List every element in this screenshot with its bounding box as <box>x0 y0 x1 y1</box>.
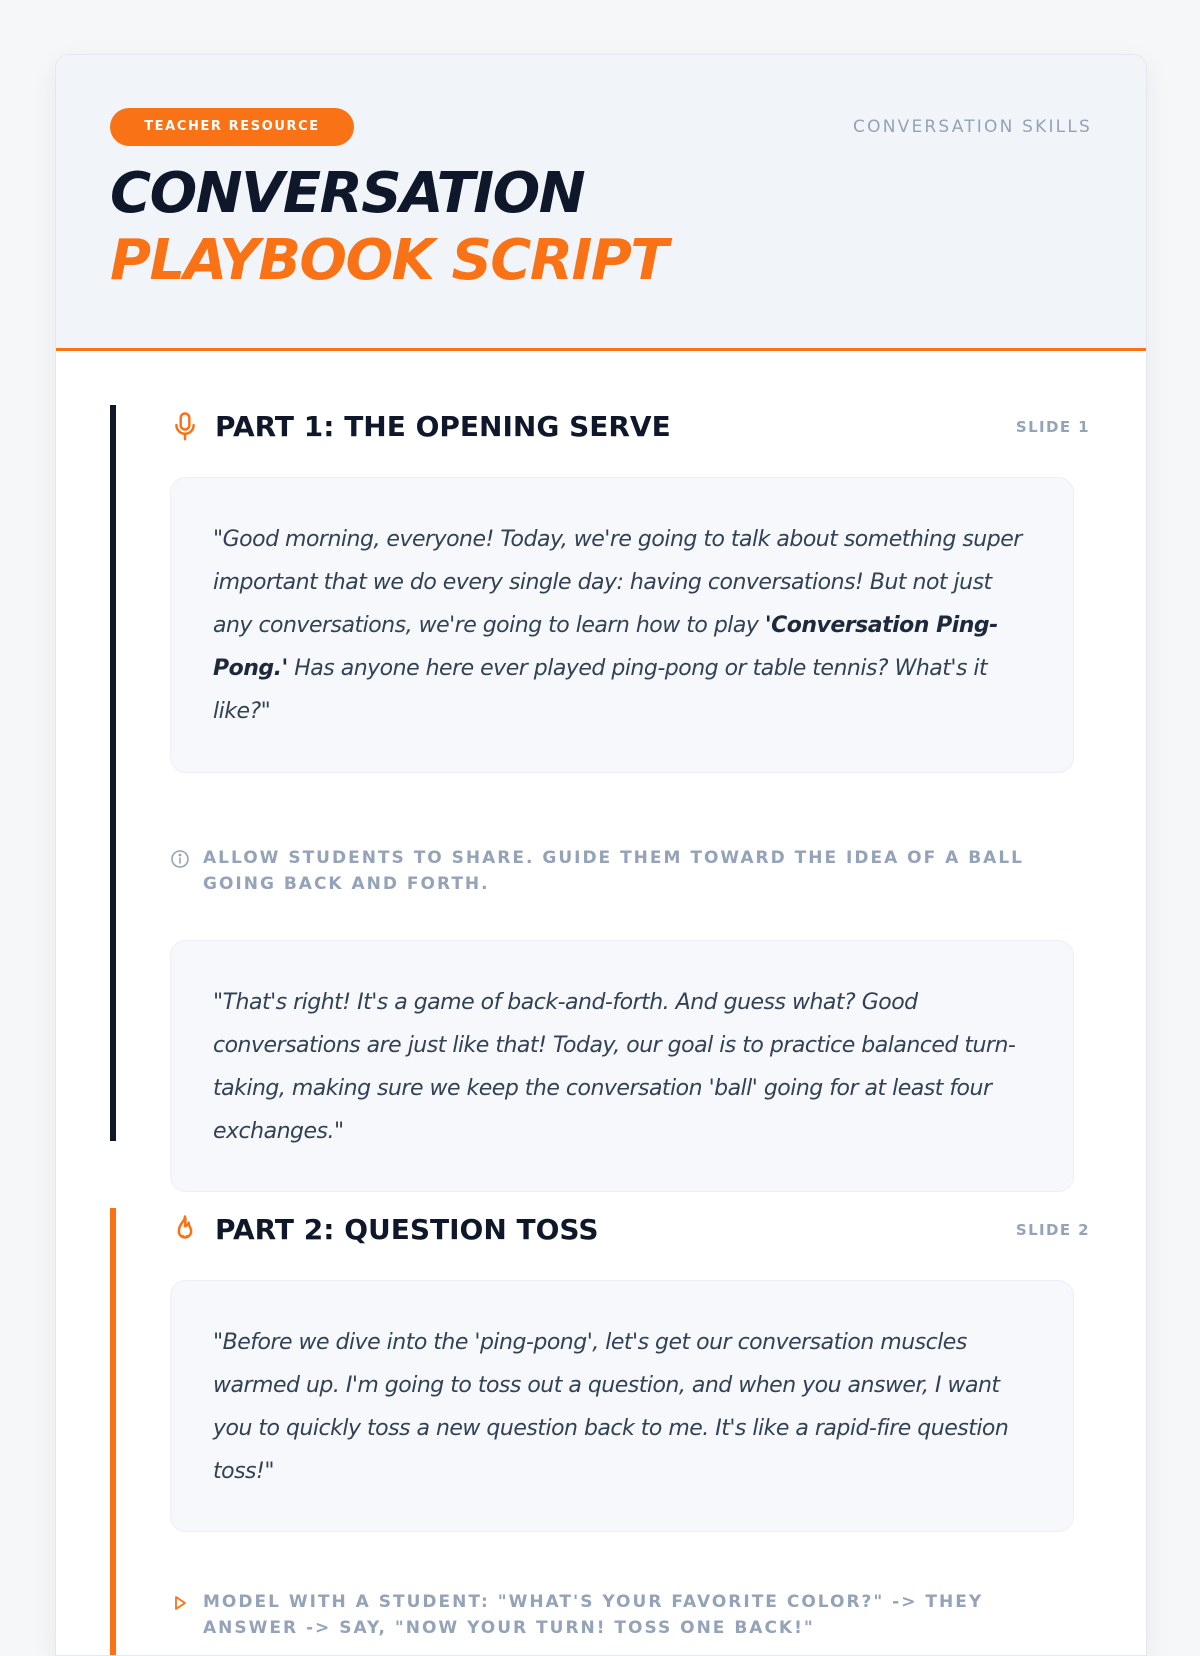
title-line-2: PLAYBOOK SCRIPT <box>110 228 668 293</box>
play-icon <box>170 1593 190 1613</box>
script-quote: "Before we dive into the 'ping-pong', let's get our conversation muscles warmed up. I'm going to toss out a question, and when you answer, I want you to quickly toss a new question back to me. It's like a rapid-fire question toss!" <box>170 1280 1074 1532</box>
script-quote: "That's right! It's a game of back-and-forth. And guess what? Good conversations are just like that! Today, our goal is to practice balanced turn-taking, making sure we keep the conversation 'ball' going for at least four exchanges." <box>170 940 1074 1192</box>
note-text: MODEL WITH A STUDENT: "WHAT'S YOUR FAVORITE COLOR?" -> THEY ANSWER -> SAY, "NOW YOUR TURN! TOSS ONE BACK!" <box>203 1592 984 1638</box>
teacher-note <box>170 1589 1050 1643</box>
flame-icon <box>170 1214 200 1246</box>
section-title: PART 1: THE OPENING SERVE <box>215 410 671 443</box>
section-part-2 <box>110 1208 1096 1656</box>
teacher-resource-badge: TEACHER RESOURCE <box>110 108 354 146</box>
slide-number: SLIDE 2 <box>1015 1221 1090 1239</box>
quote-emphasis: 'Conversation Ping-Pong.' <box>213 613 998 681</box>
section-header <box>170 405 1090 449</box>
quote-text: "Good morning, everyone! Today, we're going to talk about something super important that we do every single day: having conversations! But not just any conversations, we're going to learn how to play <box>213 527 1022 638</box>
teacher-note <box>170 845 1050 899</box>
script-card <box>55 54 1147 1656</box>
note-text: ALLOW STUDENTS TO SHARE. GUIDE THEM TOWARD THE IDEA OF A BALL GOING BACK AND FORTH. <box>203 848 1024 894</box>
script-quote <box>170 477 1074 773</box>
section-title: PART 2: QUESTION TOSS <box>215 1213 599 1246</box>
microphone-icon <box>170 411 200 443</box>
slide-number: SLIDE 1 <box>1015 418 1090 436</box>
quote-text: Has anyone here ever played ping-pong or table tennis? What's it like?" <box>213 656 988 724</box>
section-header <box>170 1208 1090 1252</box>
category-label: CONVERSATION SKILLS <box>853 117 1092 137</box>
info-icon <box>170 849 190 869</box>
document-header <box>56 55 1146 351</box>
section-part-1 <box>110 405 1096 1144</box>
title-line-1: CONVERSATION <box>110 161 585 226</box>
